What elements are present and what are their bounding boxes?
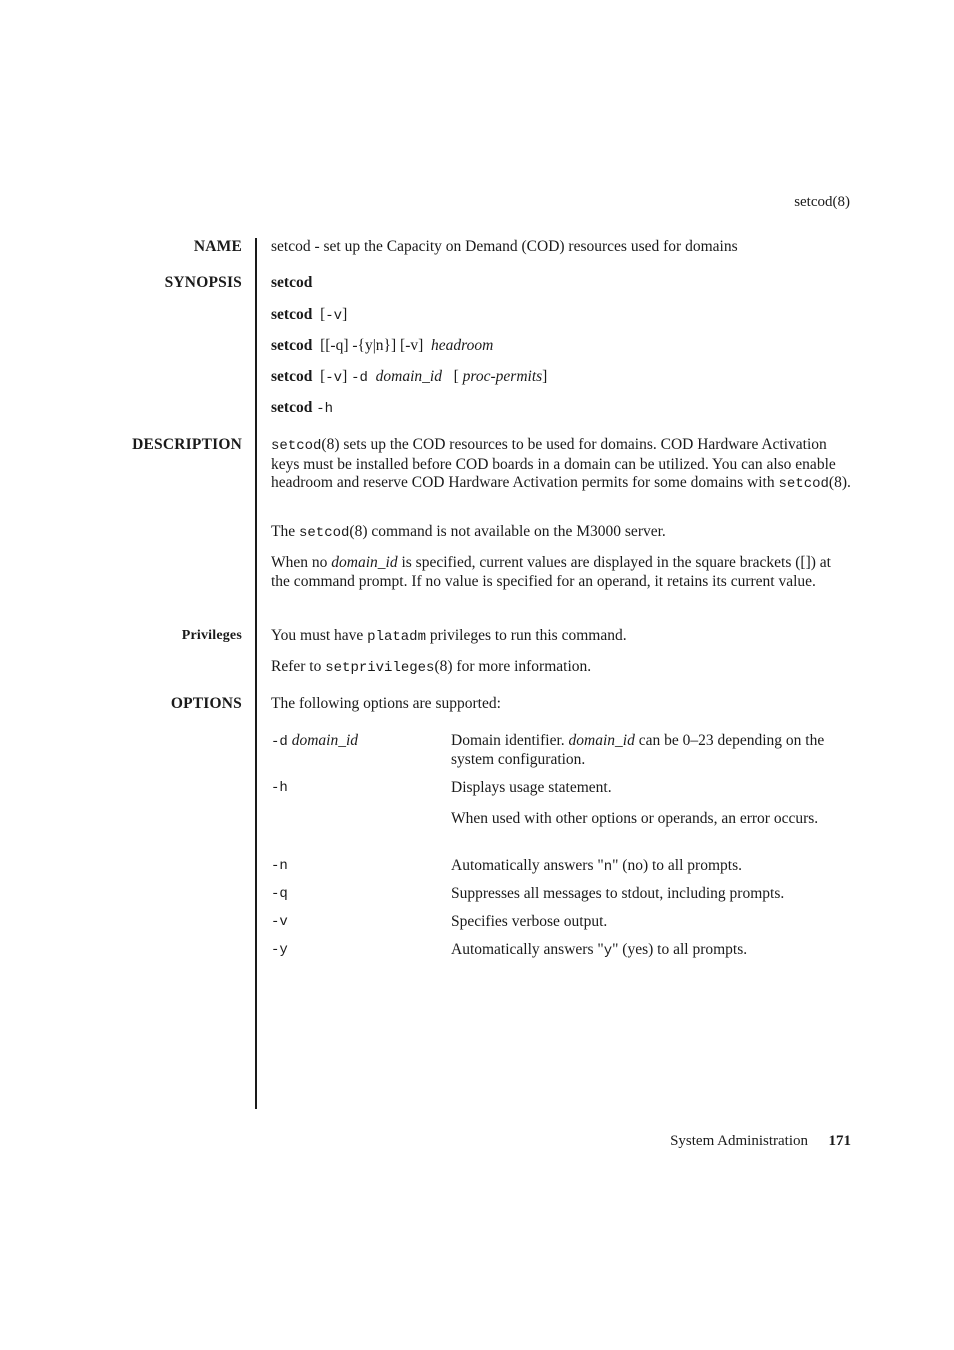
operand-domain-id: domain_id <box>331 554 398 571</box>
text: (8) sets up the COD resources to be used for domains. COD Hardware Activation keys must be installed before COD boards in a domain can be utilized. You can also enable headroom and reserve COD Hardware Activation permits for some domains with <box>271 436 836 491</box>
flag-v: -v <box>325 370 343 386</box>
command-ref: setprivileges <box>325 660 435 676</box>
footer-section-title: System Administration <box>670 1133 808 1149</box>
bracket: [ <box>453 368 459 385</box>
flag-v: -v <box>325 308 343 324</box>
option-y-term: -y <box>271 942 288 958</box>
option-v-description: Specifies verbose output. <box>451 913 608 930</box>
operand-domain-id: domain_id <box>375 368 442 385</box>
text: (8) command is not available on the M3000 server. <box>349 523 666 540</box>
synopsis-command: setcod <box>271 399 313 416</box>
bracket: ] <box>342 306 348 323</box>
description-paragraph-2 <box>271 523 851 543</box>
flag-d: -d <box>271 734 288 750</box>
text: privileges to run this command. <box>425 627 627 644</box>
section-label-name: NAME <box>193 238 242 255</box>
text: Domain identifier. <box>451 732 569 749</box>
option-d-term <box>271 732 358 750</box>
description-paragraph-3 <box>271 554 851 591</box>
running-header: setcod(8) <box>794 194 850 210</box>
answer-code: y <box>603 943 613 959</box>
section-divider-rule <box>255 238 257 1109</box>
option-v-term: -v <box>271 914 288 930</box>
command-ref: setcod <box>271 438 322 454</box>
text: Automatically answers " <box>451 941 604 958</box>
option-q-term: -q <box>271 886 288 902</box>
option-y-description <box>451 941 851 961</box>
bracket: [ <box>320 306 326 323</box>
text: Refer to <box>271 658 326 675</box>
section-label-privileges: Privileges <box>181 628 242 643</box>
section-label-options: OPTIONS <box>170 695 242 712</box>
text: The <box>271 523 299 540</box>
operand-domain-id: domain_id <box>291 732 358 749</box>
text: (8) for more information. <box>434 658 592 675</box>
text: " (no) to all prompts. <box>612 857 742 874</box>
option-q-description: Suppresses all messages to stdout, including prompts. <box>451 885 785 902</box>
bracket: ] <box>342 368 348 385</box>
synopsis-command: setcod <box>271 274 313 291</box>
privilege-ref: platadm <box>367 629 426 645</box>
text: You must have <box>271 627 368 644</box>
synopsis-line-3 <box>271 337 493 355</box>
option-h-description-2: When used with other options or operands, an error occurs. <box>451 810 819 827</box>
privileges-paragraph-1 <box>271 627 851 647</box>
command-ref: setcod <box>298 525 350 541</box>
bracket: [ <box>320 368 326 385</box>
text: When no <box>271 554 332 571</box>
option-n-description <box>451 857 851 877</box>
synopsis-command: setcod <box>271 368 313 385</box>
operand-domain-id: domain_id <box>568 732 635 749</box>
operand-proc-permits: proc-permits <box>462 368 543 385</box>
answer-code: n <box>603 859 613 875</box>
option-h-term: -h <box>271 780 288 796</box>
footer-page-number: 171 <box>828 1133 851 1149</box>
synopsis-line-2 <box>271 306 347 324</box>
synopsis-line-1 <box>271 274 312 292</box>
section-label-synopsis: SYNOPSIS <box>164 274 242 291</box>
bracket: ] <box>542 368 548 385</box>
synopsis-command: setcod <box>271 337 313 354</box>
text: is specified, current values are displayed in the square brackets ([]) at the command prompt. If no value is specified for an operand, it retains its current value. <box>271 554 831 590</box>
option-d-description <box>451 732 851 769</box>
option-n-term: -n <box>271 858 288 874</box>
synopsis-line-4 <box>271 368 547 386</box>
option-h-description: Displays usage statement. <box>451 779 612 796</box>
privileges-paragraph-2 <box>271 658 851 678</box>
options-intro: The following options are supported: <box>271 695 501 712</box>
description-paragraph-1 <box>271 436 851 494</box>
operand-headroom: headroom <box>431 337 494 354</box>
flag-d: -d <box>351 370 368 386</box>
command-ref: setcod <box>778 476 829 492</box>
synopsis-command: setcod <box>271 306 313 323</box>
text: (8). <box>828 474 851 491</box>
text: can be 0–23 depending on the system configuration. <box>451 732 825 768</box>
section-label-description: DESCRIPTION <box>132 436 242 453</box>
text: Automatically answers " <box>451 857 604 874</box>
flags-qyn-v: [[-q] -{y|n}] [-v] <box>320 337 424 354</box>
synopsis-line-5 <box>271 399 333 417</box>
text: " (yes) to all prompts. <box>612 941 748 958</box>
name-description: setcod - set up the Capacity on Demand (COD) resources used for domains <box>271 238 738 255</box>
flag-h: -h <box>316 401 334 417</box>
